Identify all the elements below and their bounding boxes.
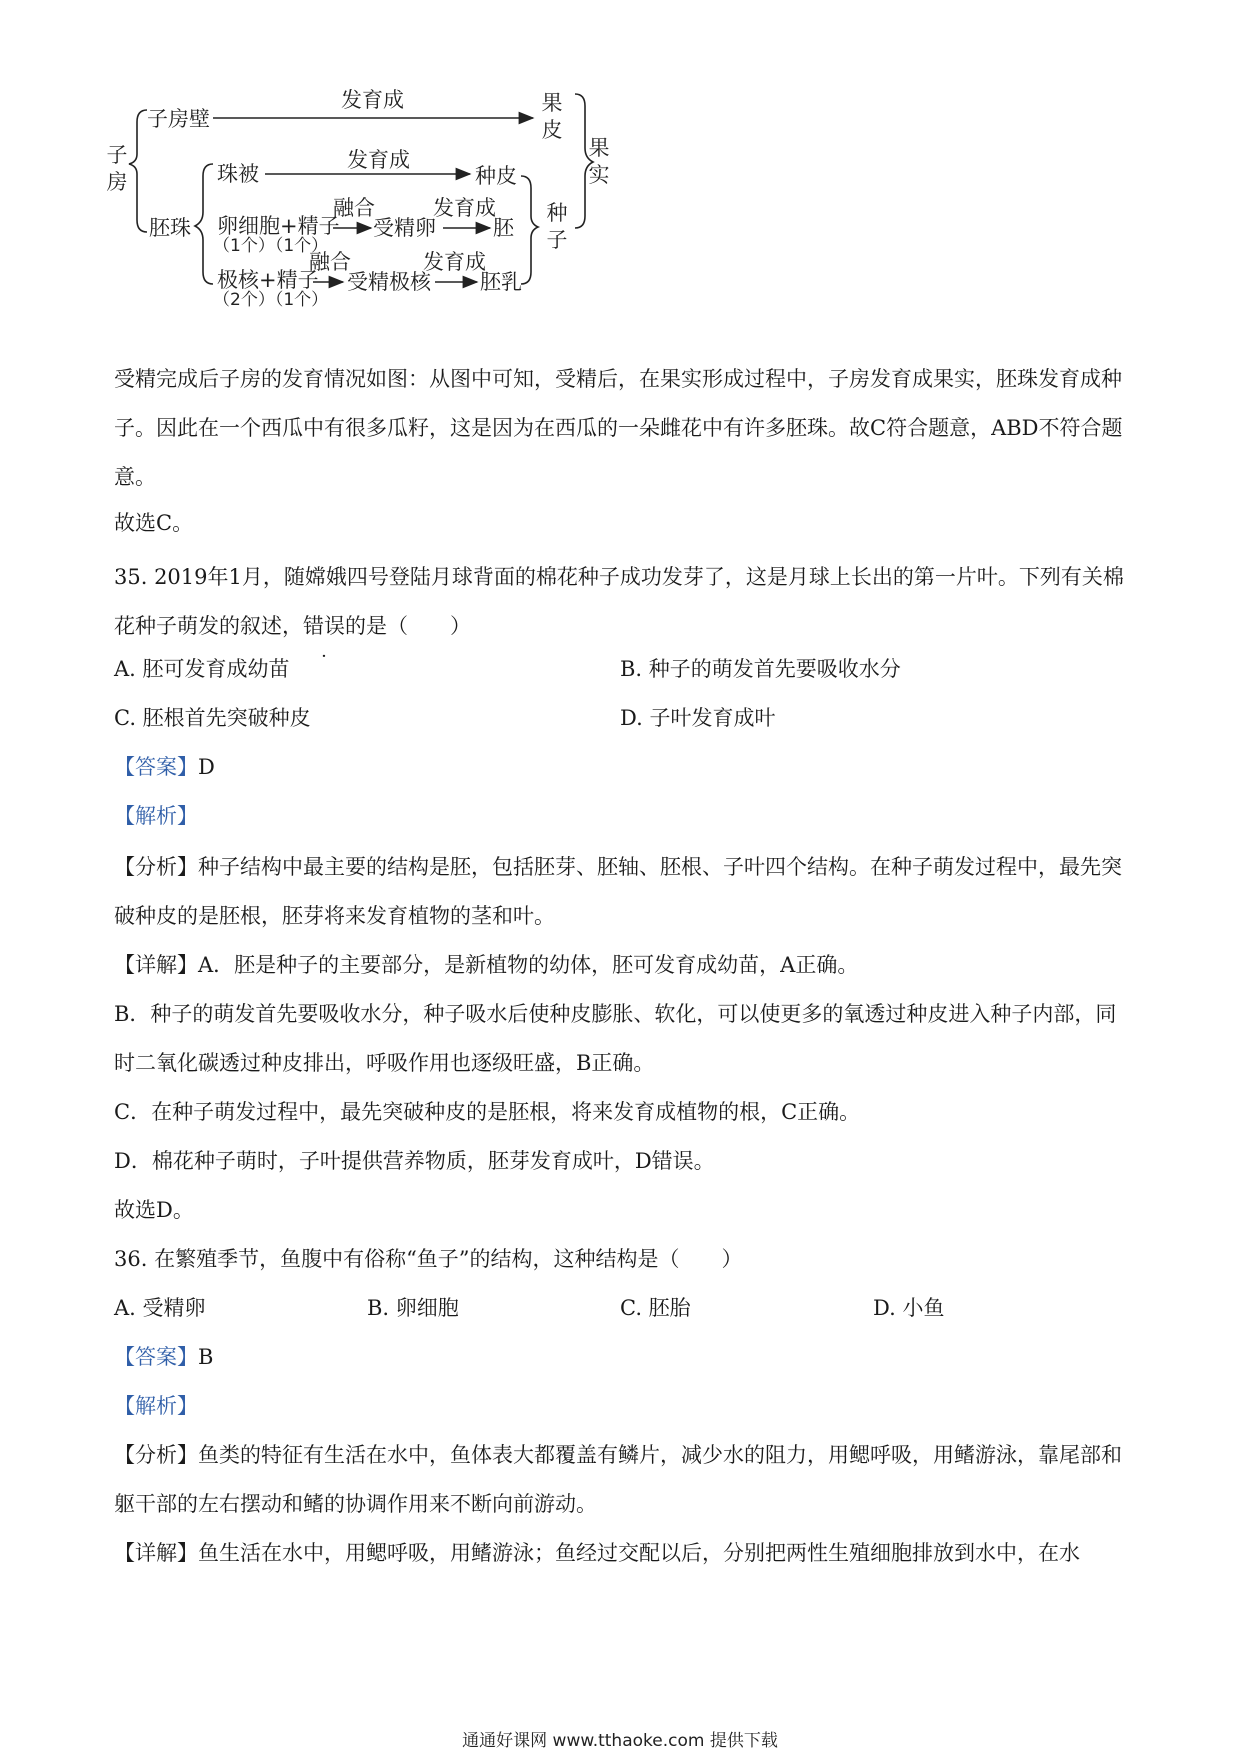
label-polar-count: （2个）（1个） [213,290,329,310]
answer-tag-36: 【答案】 [114,1345,198,1369]
label-fusion-2: 融合 [309,250,351,274]
question-35-text-b: 的是（ ） [345,614,471,638]
label-develop-1: 发育成 [341,88,404,112]
analysis-35-text: 种子结构中最主要的结构是胚，包括胚芽、胚轴、胚根、子叶四个结构。在种子萌发过程中，最先突破种皮的是胚根，胚芽将来发育植物的茎和叶。 [114,855,1122,928]
label-egg-count: （1个）（1个） [213,236,329,256]
answer-tag: 【答案】 [114,755,198,779]
analysis-36-text: 鱼类的特征有生活在水中，鱼体表大都覆盖有鳞片，减少水的阻力，用鳃呼吸，用鳍游泳，靠尾部和躯干部的左右摆动和鳍的协调作用来不断向前游动。 [114,1443,1122,1516]
detail-tag-36: 【详解】 [114,1541,198,1565]
label-embryo: 胚 [493,216,514,240]
detail-35-a [114,950,858,980]
label-endosperm: 胚乳 [480,270,522,294]
ovary-development-diagram [105,88,705,354]
option-36-c: C. 胚胎 [620,1296,691,1320]
analysis-36 [114,1431,1128,1529]
analysis-tag-36: 【分析】 [114,1443,198,1467]
label-seed: 种子 [546,201,568,252]
label-fusion-1: 融合 [333,196,375,220]
brace-seed [521,176,538,284]
label-fertilized-polar: 受精极核 [347,270,431,294]
detail-36 [114,1538,1080,1568]
question-35-emphasis: 错误 [303,614,345,638]
option-36-a: A. 受精卵 [114,1296,206,1320]
option-35-d: D. 子叶发育成叶 [620,706,776,730]
question-35-text-a: 35. 2019年1月，随嫦娥四号登陆月球背面的棉花种子成功发芽了，这是月球上长出的第一片叶。下列有关棉花种子萌发的叙述， [114,565,1124,638]
label-develop-4: 发育成 [423,250,486,274]
label-develop-3: 发育成 [433,196,496,220]
label-develop-2: 发育成 [347,148,410,172]
option-35-c: C. 胚根首先突破种皮 [114,706,311,730]
analysis-35 [114,843,1128,941]
label-ovary-wall: 子房壁 [147,107,210,131]
label-integument: 珠被 [217,162,259,186]
detail-35-c: C．在种子萌发过程中，最先突破种皮的是胚根，将来发育成植物的根，C正确。 [114,1100,861,1124]
choose-c: 故选C。 [114,511,194,535]
question-36: 36. 在繁殖季节，鱼腹中有俗称“鱼子”的结构，这种结构是（ ） [114,1247,743,1271]
label-egg-sperm: 卵细胞+精子 [217,214,340,238]
question-35 [114,553,1128,651]
label-ovule: 胚珠 [149,216,191,240]
answer-35-value: D [198,755,215,779]
choose-d: 故选D。 [114,1198,194,1222]
label-zygote: 受精卵 [373,216,436,240]
label-seed-coat: 种皮 [475,164,517,188]
option-36-b: B. 卵细胞 [367,1296,459,1320]
label-fruit: 果实 [588,136,610,187]
label-ovary: 子房 [106,143,128,194]
answer-36-value: B [198,1345,214,1369]
brace-ovary [129,110,147,232]
paragraph-explanation-34: 受精完成后子房的发育情况如图：从图中可知，受精后，在果实形成过程中，子房发育成果实，胚珠发育成种子。因此在一个西瓜中有很多瓜籽，这是因为在西瓜的一朵雌花中有许多胚珠。故C符合题意，ABD不符合题意。 [114,367,1123,489]
label-pericarp: 果皮 [541,91,563,142]
analysis-tag: 【分析】 [114,855,198,879]
answer-35 [114,752,215,782]
detail-35-a-text: A．胚是种子的主要部分，是新植物的幼体，胚可发育成幼苗，A正确。 [198,953,859,977]
detail-35-b: B．种子的萌发首先要吸收水分，种子吸水后使种皮膨胀、软化，可以使更多的氧透过种皮进入种子内部，同时二氧化碳透过种皮排出，呼吸作用也逐级旺盛，B正确。 [114,1002,1117,1075]
option-35-b: B. 种子的萌发首先要吸收水分 [620,657,901,681]
option-36-d: D. 小鱼 [873,1296,945,1320]
answer-36 [114,1342,213,1372]
detail-tag: 【详解】 [114,953,198,977]
analysis-heading-35: 【解析】 [114,804,198,828]
detail-35-d: D．棉花种子萌时，子叶提供营养物质，胚芽发育成叶，D错误。 [114,1149,715,1173]
label-polar-sperm: 极核+精子 [217,268,319,292]
page-footer: 通通好课网 www.tthaoke.com 提供下载 [462,1731,778,1751]
option-35-a: A. 胚可发育成幼苗 [114,657,290,681]
brace-ovule [195,164,213,284]
analysis-heading-36: 【解析】 [114,1394,198,1418]
detail-36-text: 鱼生活在水中，用鳃呼吸，用鳍游泳；鱼经过交配以后，分别把两性生殖细胞排放到水中，在水 [198,1541,1080,1565]
